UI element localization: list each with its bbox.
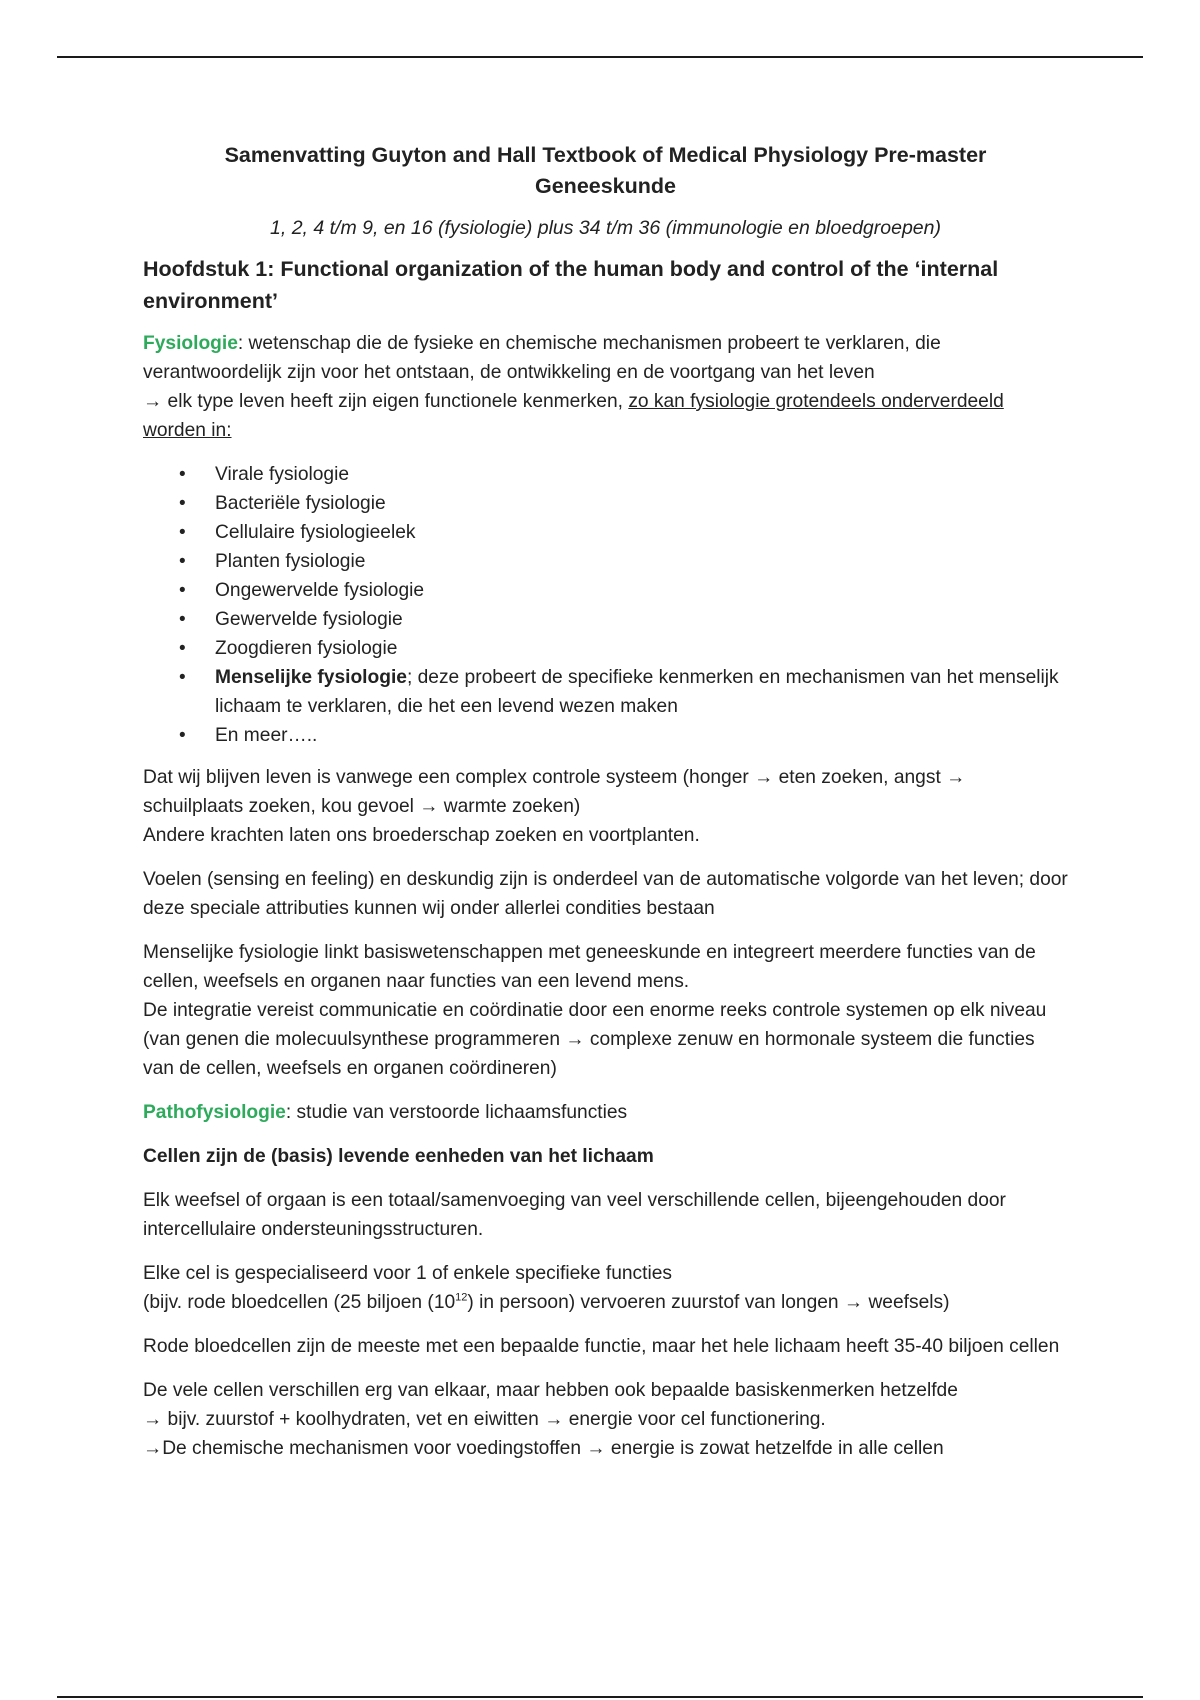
para-specialized-text-a: (bijv. rode bloedcellen (25 biljoen (10	[143, 1292, 456, 1313]
para-common-text-3b: energie is zowat hetzelfde in alle cellen	[605, 1438, 944, 1459]
para-common-line-3	[143, 1434, 1068, 1463]
pathofysiologie-term: Pathofysiologie	[143, 1102, 286, 1123]
para-control-text-3: schuilplaats zoeken, kou gevoel	[143, 796, 420, 817]
para-common-line-1: De vele cellen verschillen erg van elkaar, maar hebben ook bepaalde basiskenmerken hetzelfde	[143, 1380, 958, 1401]
para-specialized-text-b: ) in persoon) vervoeren zuurstof van longen	[467, 1292, 844, 1313]
para-common-line-2	[143, 1405, 1068, 1434]
human-physiology-text: ; deze probeert de specifieke kenmerken en mechanismen van het menselijk lichaam te verklaren, die het een levend wezen maken	[215, 667, 1059, 717]
human-physiology-term: Menselijke fysiologie	[215, 667, 407, 688]
fysiologie-term: Fysiologie	[143, 333, 238, 354]
para-common-text-2a: bijv. zuurstof + koolhydraten, vet en eiwitten	[162, 1409, 545, 1430]
para-rbc: Rode bloedcellen zijn de meeste met een bepaalde functie, maar het hele lichaam heeft 35-40 biljoen cellen	[143, 1336, 1060, 1357]
para-specialized-text-c: weefsels)	[863, 1292, 950, 1313]
para-specialized-line-2	[143, 1288, 1068, 1317]
para-integration-line-2	[143, 996, 1068, 1083]
para-control-text-1: Dat wij blijven leven is vanwege een complex controle systeem (honger	[143, 767, 755, 788]
document-title: Samenvatting Guyton and Hall Textbook of Medical Physiology Pre-master Geneeskunde	[224, 143, 987, 198]
para-common	[143, 1376, 1068, 1463]
fysiologie-underlined: zo kan fysiologie grotendeels onderverdeeld worden in:	[143, 391, 1004, 441]
exponent: 12	[455, 1291, 468, 1304]
arrow-icon: →	[419, 796, 439, 817]
arrow-icon: →	[143, 1409, 163, 1430]
footer-rule	[57, 1696, 1143, 1698]
pathofysiologie-text: : studie van verstoorde lichaamsfuncties	[285, 1102, 628, 1123]
fysiologie-definition	[143, 329, 1068, 445]
list-item: • Planten fysiologie	[215, 547, 1068, 576]
list-item: • En meer…..	[215, 721, 1068, 750]
arrow-icon: →	[143, 1438, 163, 1459]
arrow-icon: →	[946, 767, 966, 788]
arrow-icon: →	[544, 1409, 564, 1430]
para-common-text-2b: energie voor cel functionering.	[563, 1409, 826, 1430]
header-rule	[57, 56, 1143, 58]
arrow-icon: →	[754, 767, 774, 788]
list-item: • Cellulaire fysiologieelek	[215, 518, 1068, 547]
list-item: • Gewervelde fysiologie	[215, 605, 1068, 634]
para-control	[143, 763, 1068, 850]
list-item: • Virale fysiologie	[215, 460, 1068, 489]
para-integration-text-b: complexe zenuw en hormonale systeem die functies van de cellen, weefsels en organen coördineren)	[143, 1029, 1035, 1079]
para-sensing: Voelen (sensing en feeling) en deskundig zijn is onderdeel van de automatische volgorde van het leven; door deze speciale attributies kunnen wij onder allerlei condities bestaan	[143, 869, 1068, 919]
list-item: • Zoogdieren fysiologie	[215, 634, 1068, 663]
para-control-text-4: warmte zoeken)	[438, 796, 581, 817]
arrow-icon: →	[843, 1292, 864, 1313]
section-heading-cells: Cellen zijn de (basis) levende eenheden van het lichaam	[143, 1146, 654, 1167]
list-item-human	[215, 663, 1068, 721]
fysiologie-note	[143, 387, 1068, 445]
arrow-icon: →	[586, 1438, 606, 1459]
para-integration	[143, 938, 1068, 1083]
para-specialized-line-1: Elke cel is gespecialiseerd voor 1 of enkele specifieke functies	[143, 1263, 673, 1284]
arrow-icon: →	[565, 1029, 585, 1050]
para-integration-text-a: De integratie vereist communicatie en coördinatie door een enorme reeks controle systemen op elk niveau (van genen die molecuulsynthese programmeren	[143, 1000, 1047, 1050]
pathofysiologie-definition	[143, 1098, 1068, 1127]
para-specialized	[143, 1259, 1068, 1317]
fysiologie-definition-text: : wetenschap die de fysieke en chemische mechanismen probeert te verklaren, die verantwoordelijk zijn voor het ontstaan, de ontwikkeling en de voortgang van het leven	[143, 333, 941, 383]
list-item: • Ongewervelde fysiologie	[215, 576, 1068, 605]
chapter-heading: Hoofdstuk 1: Functional organization of the human body and control of the ‘internal environment’	[143, 257, 999, 313]
para-common-text-3a: De chemische mechanismen voor voedingstoffen	[162, 1438, 587, 1459]
list-item: • Bacteriële fysiologie	[215, 489, 1068, 518]
fysiologie-note-text: elk type leven heeft zijn eigen functionele kenmerken,	[162, 391, 629, 412]
para-control-line-2: Andere krachten laten ons broederschap zoeken en voortplanten.	[143, 825, 700, 846]
document-subtitle: 1, 2, 4 t/m 9, en 16 (fysiologie) plus 34 t/m 36 (immunologie en bloedgroepen)	[270, 217, 941, 239]
document-page	[143, 140, 1068, 1478]
branch-list	[143, 460, 1068, 750]
para-integration-line-1: Menselijke fysiologie linkt basiswetenschappen met geneeskunde en integreert meerdere functies van de cellen, weefsels en organen naar functies van een levend mens.	[143, 942, 1036, 992]
para-tissue: Elk weefsel of orgaan is een totaal/samenvoeging van veel verschillende cellen, bijeengehouden door intercellulaire ondersteuningsstructuren.	[143, 1190, 1006, 1240]
para-control-text-2: eten zoeken, angst	[773, 767, 947, 788]
arrow-icon: →	[143, 391, 163, 412]
